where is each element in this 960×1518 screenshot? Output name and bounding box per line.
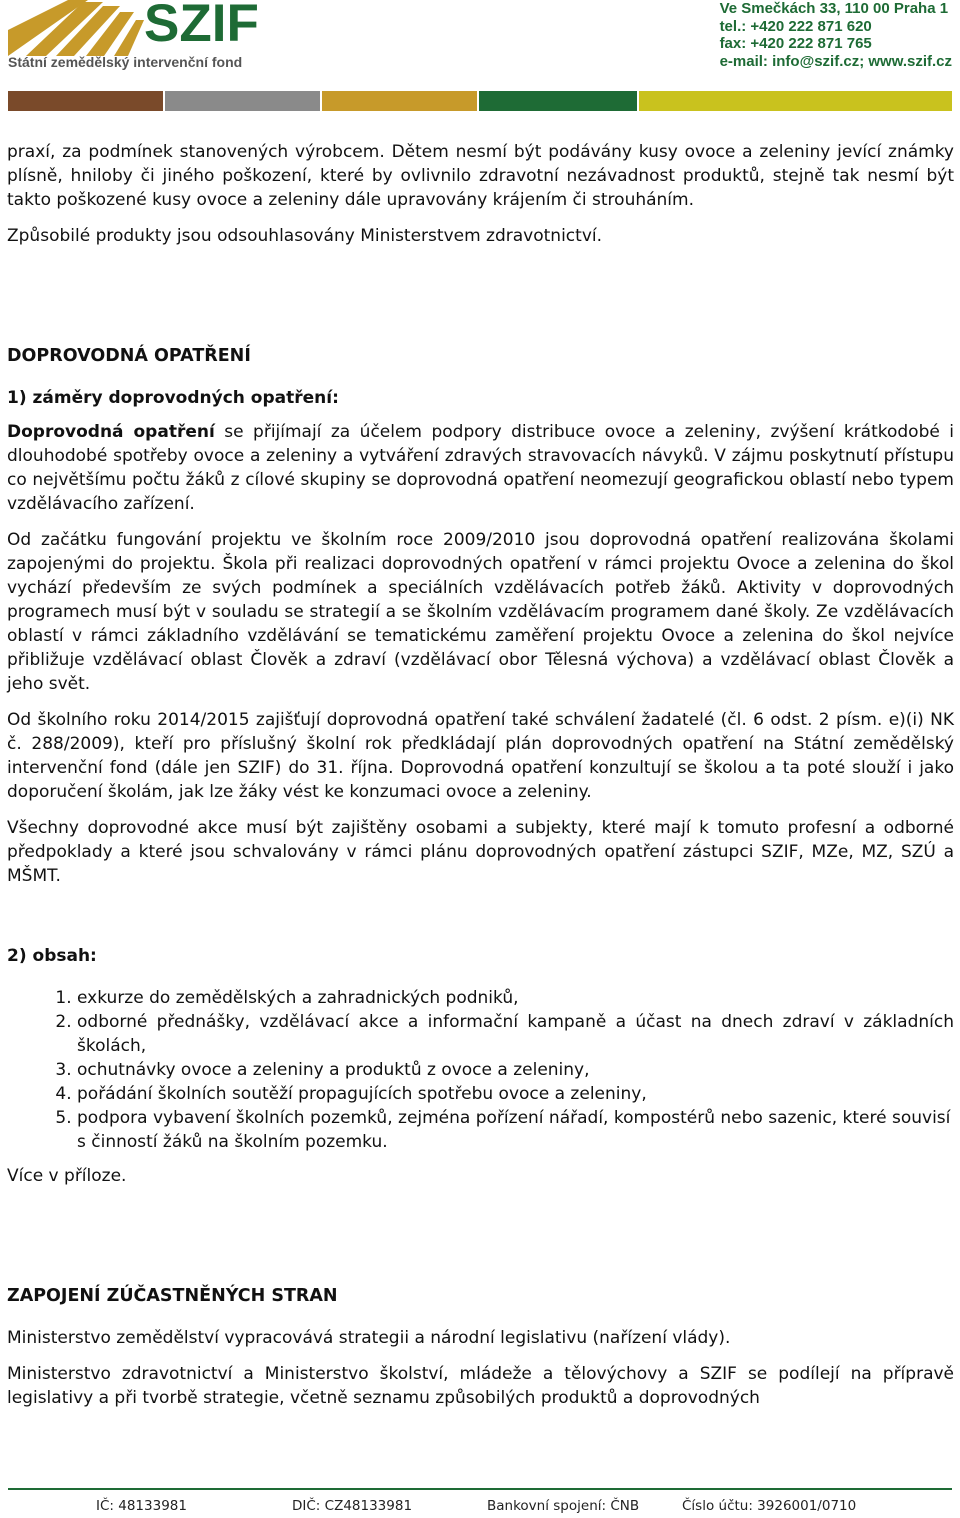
footer-divider [8, 1488, 952, 1490]
section-heading: ZAPOJENÍ ZÚČASTNĚNÝCH STRAN [7, 1286, 338, 1306]
more-note: Více v příloze. [7, 1166, 127, 1186]
intro-paragraph: praxí, za podmínek stanovených výrobcem. Dětem nesmí být podávány kusy ovoce a zeleniny jevící známky plísně, hniloby či jiného poškození, které by ovlivnilo zdravotní nezávadnost produktů, stejně tak nesmí být takto poškozené kusy ovoce a zeleniny dále upravovány krájením či strouháním. [7, 142, 954, 210]
paragraph: Všechny doprovodné akce musí být zajištěny osobami a subjekty, které mají k tomuto profesní a odborné předpoklady a které jsou schvalovány v rámci plánu doprovodných opatření zástupci SZIF, MZe, MZ, SZÚ a MŠMT. [7, 818, 954, 886]
list-item: 5. podpora vybavení školních pozemků, zejména pořízení nářadí, kompostérů nebo sazenic, které souvisí s činností žáků na školním pozemku. [77, 1106, 954, 1154]
bold-term: Doprovodná opatření [7, 422, 215, 442]
subheading: 1) záměry doprovodných opatření: [7, 388, 339, 408]
phone: tel.: +420 222 871 620 [719, 17, 872, 35]
intro-paragraph-2: Způsobilé produkty jsou odsouhlasovány Ministerstvem zdravotnictví. [7, 226, 602, 246]
logo-wordmark: SZIF [144, 0, 259, 53]
color-bar-gold [322, 91, 477, 111]
paragraph-text: se přijímají za účelem podpory distribuce ovoce a zeleniny, zvýšení krátkodobé i dlouhodobé spotřeby ovoce a zeleniny a vytváření zdravých stravovacích návyků. V zájmu poskytnutí přístupu co největšímu počtu žáků z cílové skupiny se doprovodná opatření neomezují geografickou oblastí nebo typem vzdělávacího zařízení. [7, 422, 954, 514]
address: Ve Smečkách 33, 110 00 Praha 1 [719, 0, 949, 17]
list-item: 3. ochutnávky ovoce a zeleniny a produktů z ovoce a zeleniny, [77, 1058, 954, 1082]
paragraph: Ministerstvo zdravotnictví a Ministerstvo školství, mládeže a tělovýchovy a SZIF se podílejí na přípravě legislativy a při tvorbě strategie, včetně seznamu způsobilých produktů a doprovodných [7, 1364, 954, 1408]
document-body [7, 140, 954, 1422]
fax: fax: +420 222 871 765 [719, 35, 872, 52]
footer-bank: Bankovní spojení: ČNB [487, 1498, 640, 1514]
color-bar-brown [8, 91, 163, 111]
list-item: 4. pořádání školních soutěží propagujících spotřebu ovoce a zeleniny, [77, 1082, 954, 1106]
list-item: 1. exkurze do zemědělských a zahradnických podniků, [77, 986, 954, 1010]
section-heading: DOPROVODNÁ OPATŘENÍ [7, 346, 251, 366]
color-bar-grey [165, 91, 320, 111]
paragraph: Ministerstvo zemědělství vypracovává strategii a národní legislativu (nařízení vlády). [7, 1328, 731, 1348]
email-web: e-mail: info@szif.cz; www.szif.cz [719, 52, 952, 70]
paragraph: Od školního roku 2014/2015 zajišťují doprovodná opatření také schválení žadatelé (čl. 6 odst. 2 písm. e)(i) NK č. 288/2009), kteří pro příslušný školní rok předkládají plán doprovodných opatření na Státní zemědělský intervenční fond (dále jen SZIF) do 31. října. Doprovodná opatření konzultují se školou a ta poté slouží i jako doporučení školám, jak lze žáky vést ke konzumaci ovoce a zeleniny. [7, 710, 954, 802]
contact-block [720, 0, 952, 70]
color-bar-lime [639, 91, 952, 111]
field-stripes-icon [8, 0, 148, 56]
content-list [7, 986, 954, 1154]
color-bar-green [479, 91, 637, 111]
list-item: 2. odborné přednášky, vzdělávací akce a informační kampaně a účast na dnech zdraví v základních školách, [77, 1010, 954, 1058]
paragraph [7, 420, 954, 516]
paragraph: Od začátku fungování projektu ve školním roce 2009/2010 jsou doprovodná opatření realizována školami zapojenými do projektu. Škola při realizaci doprovodných opatření v rámci projektu Ovoce a zelenina do škol vychází především ze svých podmínek a speciálních vzdělávacích potřeb žáků. Aktivity v doprovodných programech musí být v souladu se strategií a se školním vzdělávacím programem dané školy. Ze vzdělávacích oblastí v rámci základního vzdělávání se tematickému zaměření projektu Ovoce a zelenina do škol nejvíce přibližuje vzdělávací oblast Člověk a zdraví (vzdělávací obor Tělesná výchova) a vzdělávací oblast Člověk a jeho svět. [7, 530, 954, 694]
footer-account: Číslo účtu: 3926001/0710 [682, 1498, 857, 1514]
letterhead [0, 0, 960, 112]
subheading: 2) obsah: [7, 946, 97, 966]
footer-ic: IČ: 48133981 [96, 1498, 187, 1514]
logo-subtitle: Státní zemědělský intervenční fond [8, 54, 243, 70]
szif-logo [8, 0, 270, 72]
footer-dic: DIČ: CZ48133981 [292, 1498, 413, 1514]
